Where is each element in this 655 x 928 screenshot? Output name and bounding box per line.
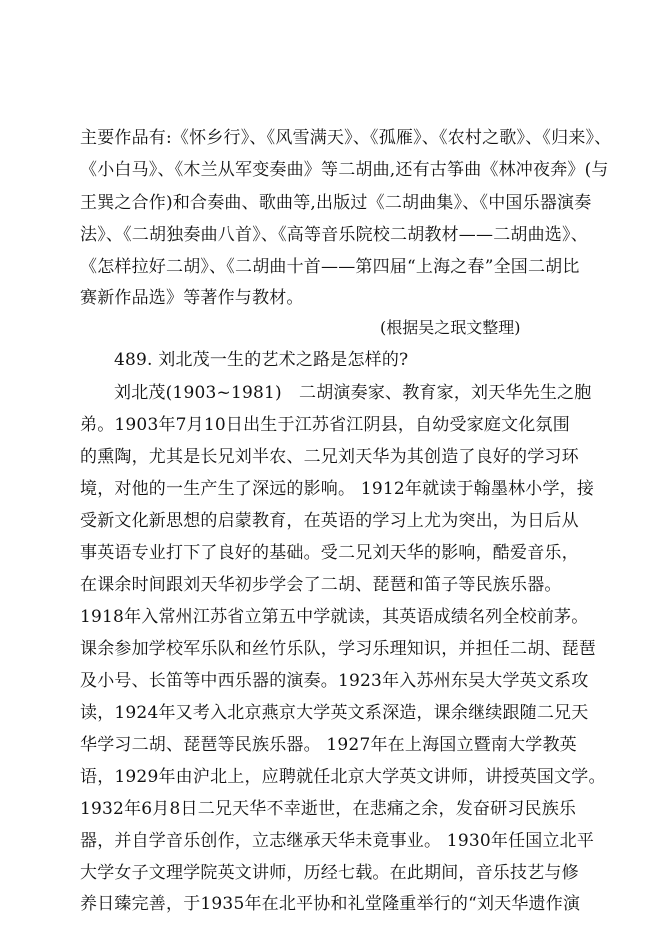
- body-line-17: 养日臻完善，于1935年在北平协和礼堂隆重举行的“刘天华遗作演: [80, 894, 581, 914]
- body-line-6: 事英语专业打下了良好的基础。受二兄刘天华的影响，酷爱音乐，: [80, 543, 579, 563]
- body-line-9: 课余参加学校军乐队和丝竹乐队，学习乐理知识，并担任二胡、琵琶: [80, 639, 596, 659]
- source-note: (根据吴之珉文整理): [380, 318, 521, 337]
- body-line-4: 境，对他的一生产生了深远的影响。 1912年就读于翰墨林小学，接: [80, 479, 595, 499]
- body-line-14: 1932年6月8日二兄天华不幸逝世，在悲痛之余，发奋研习民族乐: [80, 799, 577, 819]
- body-line-7: 在课余时间跟刘天华初步学会了二胡、琵琶和笛子等民族乐器。: [80, 575, 562, 595]
- works-line-1: 主要作品有:《怀乡行》、《风雪满天》、《孤雁》、《农村之歌》、《归来》、: [80, 128, 612, 148]
- body-line-10: 及小号、长笛等中西乐器的演奏。1923年入苏州东吴大学英文系攻: [80, 671, 589, 691]
- body-line-3: 的熏陶，尤其是长兄刘半农、二兄刘天华为其创造了良好的学习环: [80, 447, 579, 467]
- body-line-2: 弟。1903年7月10日出生于江苏省江阴县，自幼受家庭文化氛围: [80, 415, 570, 435]
- body-line-8: 1918年入常州江苏省立第五中学就读，其英语成绩名列全校前茅。: [80, 607, 589, 627]
- body-line-5: 受新文化新思想的启蒙教育，在英语的学习上尤为突出，为日后从: [80, 511, 579, 531]
- works-line-3: 王巽之合作)和合奏曲、歌曲等,出版过《二胡曲集》、《中国乐器演奏: [80, 193, 592, 213]
- body-line-13: 语，1929年由沪北上，应聘就任北京大学英文讲师，讲授英国文学。: [80, 767, 606, 787]
- body-line-11: 读，1924年又考入北京燕京大学英文系深造，课余继续跟随二兄天: [80, 703, 589, 723]
- works-line-2: 《小白马》、《木兰从军变奏曲》等二胡曲,还有古筝曲《林冲夜奔》(与: [80, 160, 609, 180]
- body-line-16: 大学女子文理学院英文讲师，历经七载。在此期间，音乐技艺与修: [80, 863, 579, 883]
- works-line-6: 赛新作品选》等著作与教材。: [80, 288, 304, 308]
- body-line-12: 华学习二胡、琵琶等民族乐器。 1927年在上海国立暨南大学教英: [80, 735, 577, 755]
- works-line-5: 《怎样拉好二胡》、《二胡曲十首——第四届“上海之春”全国二胡比: [80, 257, 580, 277]
- works-line-4: 法》、《二胡独奏曲八首》、《高等音乐院校二胡教材——二胡曲选》、: [80, 225, 588, 245]
- body-line-1: 刘北茂(1903~1981) 二胡演奏家、教育家，刘天华先生之胞: [114, 383, 592, 403]
- body-line-15: 器，并自学音乐创作，立志继承天华未竟事业。 1930年任国立北平: [80, 831, 595, 851]
- question-heading: 489. 刘北茂一生的艺术之路是怎样的?: [114, 350, 409, 370]
